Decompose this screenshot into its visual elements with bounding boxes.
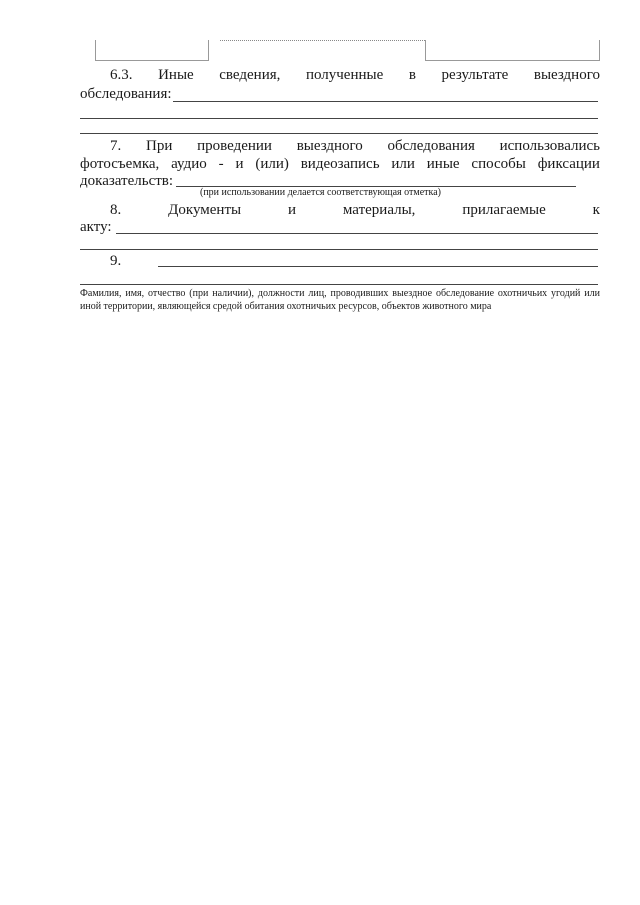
- section-6-3-fill-line-3: [80, 133, 598, 134]
- section-7-line2: фотосъемка, аудио - и (или) видеозапись или иные способы фиксации: [80, 156, 600, 172]
- signatories-caption: Фамилия, имя, отчество (при наличии), должности лиц, проводивших выездное обследование охотничьих угодий или иной территории, являющейся средой обитания охотничьих ресурсов, объектов животного мира: [80, 288, 600, 312]
- section-7-hint: (при использовании делается соответствующая отметка): [200, 187, 442, 198]
- section-6-3-fill-line-1: [173, 101, 598, 102]
- section-6-3-number: 6.3.: [110, 67, 133, 83]
- table-cell-left: [95, 40, 209, 61]
- section-8-number: 8.: [110, 202, 122, 218]
- section-9-number: 9.: [110, 253, 122, 269]
- section-8-line1: 8. Документы и материалы, прилагаемые к: [110, 202, 600, 218]
- table-top-dotted-line: [220, 40, 425, 41]
- section-8-continuation: акту:: [80, 219, 112, 235]
- section-7-number: 7.: [110, 138, 122, 154]
- section-7-line1: 7. При проведении выездного обследования использовались: [110, 138, 600, 154]
- section-7-continuation: доказательств:: [80, 173, 174, 189]
- section-6-3-continuation: обследования:: [80, 86, 172, 102]
- section-9-fill-line-2: [80, 284, 598, 285]
- section-6-3-line1: 6.3. Иные сведения, полученные в результате выездного: [110, 67, 600, 83]
- table-cell-right: [425, 40, 600, 61]
- section-8-fill-line-2: [80, 249, 598, 250]
- section-9-fill-line-1: [158, 266, 598, 267]
- section-8-fill-line-1: [116, 233, 598, 234]
- section-6-3-fill-line-2: [80, 118, 598, 119]
